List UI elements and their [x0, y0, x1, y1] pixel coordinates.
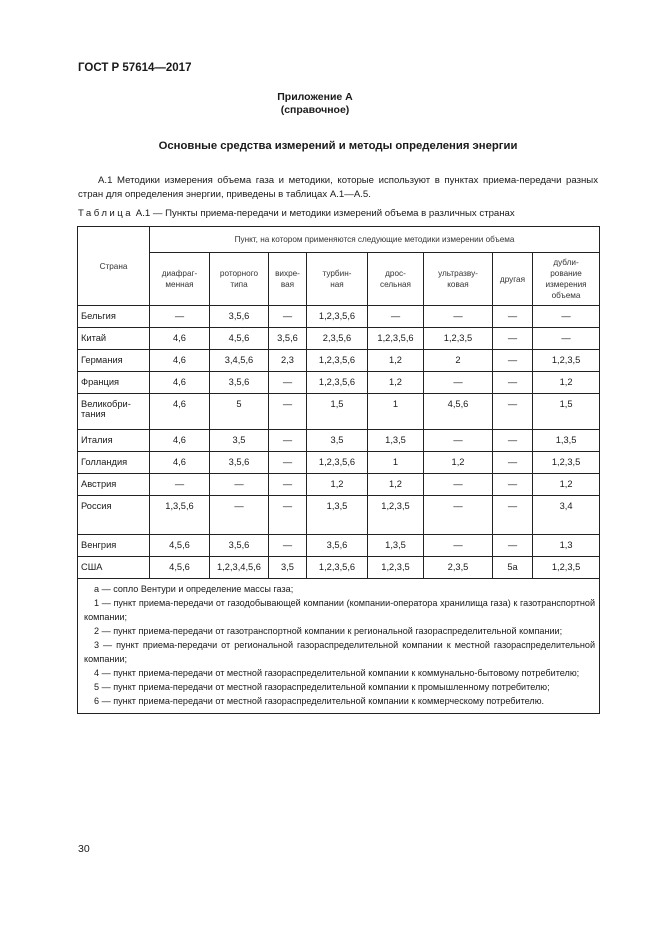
method-column-header: роторного типа [210, 253, 269, 306]
table-row [78, 394, 600, 430]
value-cell: — [269, 372, 307, 394]
value-cell: — [493, 328, 533, 350]
value-cell: 3,5,6 [269, 328, 307, 350]
table-row [78, 474, 600, 496]
country-cell: Австрия [78, 474, 150, 496]
table-caption-text: А.1 — Пункты приема-передачи и методики измерений объема в различных странах [135, 208, 515, 219]
country-cell: Бельгия [78, 306, 150, 328]
country-cell: Италия [78, 430, 150, 452]
value-cell: — [269, 394, 307, 430]
method-column-header: турбин- ная [307, 253, 368, 306]
value-cell: 4,6 [150, 350, 210, 372]
note-line: 6 — пункт приема-передачи от местной газораспределительной компании к коммерческому потребителю. [94, 696, 545, 706]
table-row [78, 328, 600, 350]
method-column-header: дрос- сельная [368, 253, 424, 306]
value-cell: — [210, 474, 269, 496]
value-cell: 1,2,3,5 [368, 496, 424, 535]
appendix-heading [250, 91, 380, 117]
value-cell: 1,2,3,5,6 [307, 372, 368, 394]
page-number: 30 [78, 843, 90, 855]
table-caption [78, 208, 515, 219]
table-row [78, 372, 600, 394]
value-cell: — [493, 535, 533, 557]
intro-paragraph: А.1 Методики измерения объема газа и методики, которые используют в пунктах приема-передачи разных стран для определения энергии, приведены в таблицах А.1—А.5. [78, 175, 598, 200]
value-cell: — [493, 394, 533, 430]
value-cell: 4,5,6 [150, 535, 210, 557]
country-cell: Голландия [78, 452, 150, 474]
value-cell: 3,5,6 [210, 372, 269, 394]
value-cell: 1,2,3,5,6 [307, 452, 368, 474]
value-cell: 4,5,6 [210, 328, 269, 350]
value-cell: — [424, 430, 493, 452]
value-cell: — [424, 496, 493, 535]
value-cell: 1,3,5 [368, 430, 424, 452]
country-cell: Великобри- тания [78, 394, 150, 430]
value-cell: 4,5,6 [150, 557, 210, 579]
country-cell: Франция [78, 372, 150, 394]
methods-group-header: Пункт, на котором применяются следующие методики измерении объема [150, 227, 600, 253]
section-title: Основные средства измерений и методы определения энергии [158, 140, 518, 152]
table-row [78, 350, 600, 372]
value-cell: 4,6 [150, 394, 210, 430]
value-cell: 1,2 [368, 372, 424, 394]
value-cell: 3,5 [307, 430, 368, 452]
value-cell: — [493, 474, 533, 496]
value-cell: 1,5 [533, 394, 600, 430]
value-cell: 4,5,6 [424, 394, 493, 430]
value-cell: 1,2,3,5 [533, 452, 600, 474]
value-cell: 1,5 [307, 394, 368, 430]
value-cell: 1,3,5 [307, 496, 368, 535]
value-cell: 2 [424, 350, 493, 372]
value-cell: — [269, 452, 307, 474]
value-cell: 1,2,3,5,6 [368, 328, 424, 350]
value-cell: 1,2 [368, 350, 424, 372]
table-row [78, 430, 600, 452]
value-cell: 1,3,5 [368, 535, 424, 557]
value-cell: 1,3 [533, 535, 600, 557]
method-column-header: вихре- вая [269, 253, 307, 306]
value-cell: — [269, 474, 307, 496]
value-cell: — [150, 306, 210, 328]
table-row [78, 535, 600, 557]
value-cell: 4,6 [150, 328, 210, 350]
value-cell: — [368, 306, 424, 328]
value-cell: 5 [210, 394, 269, 430]
value-cell: 2,3 [269, 350, 307, 372]
value-cell: — [269, 496, 307, 535]
table-notes [78, 579, 600, 714]
value-cell: 4,6 [150, 452, 210, 474]
value-cell: 3,5,6 [210, 452, 269, 474]
value-cell: — [424, 474, 493, 496]
value-cell: 1,2,3,5,6 [307, 350, 368, 372]
value-cell: 1,2,3,5 [533, 350, 600, 372]
value-cell: — [533, 328, 600, 350]
value-cell: — [424, 306, 493, 328]
note-line: а — сопло Вентури и определение массы газа; [94, 584, 294, 594]
value-cell: 1 [368, 394, 424, 430]
method-column-header: диафраг- менная [150, 253, 210, 306]
value-cell: — [269, 306, 307, 328]
value-cell: — [210, 496, 269, 535]
method-column-header: дубли- рование измерения объема [533, 253, 600, 306]
value-cell: 1,2 [424, 452, 493, 474]
table-row [78, 452, 600, 474]
value-cell: 1,2,3,5,6 [307, 557, 368, 579]
value-cell: 4,6 [150, 372, 210, 394]
country-column-header: Страна [78, 227, 150, 306]
value-cell: 3,5,6 [210, 535, 269, 557]
table-row [78, 557, 600, 579]
value-cell: — [424, 372, 493, 394]
table-row [78, 496, 600, 535]
value-cell: 1 [368, 452, 424, 474]
appendix-type: (справочное) [280, 104, 350, 116]
value-cell: — [493, 372, 533, 394]
value-cell: 3,5 [269, 557, 307, 579]
value-cell: 2,3,5 [424, 557, 493, 579]
note-line: 1 — пункт приема-передачи от газодобывающей компании (компании-оператора хранилища газа) к газотранспортной компании; [84, 598, 596, 622]
value-cell: — [493, 430, 533, 452]
value-cell: 1,2 [307, 474, 368, 496]
value-cell: — [493, 306, 533, 328]
value-cell: 1,3,5 [533, 430, 600, 452]
value-cell: 1,2 [368, 474, 424, 496]
note-line: 5 — пункт приема-передачи от местной газораспределительной компании к промышленному потребителю; [94, 682, 550, 692]
table-caption-label: Таблица [78, 208, 134, 219]
value-cell: 3,5 [210, 430, 269, 452]
value-cell: — [424, 535, 493, 557]
value-cell: 1,2,3,5 [424, 328, 493, 350]
value-cell: 5а [493, 557, 533, 579]
method-column-header: другая [493, 253, 533, 306]
value-cell: — [150, 474, 210, 496]
methods-table [77, 226, 600, 714]
country-cell: Китай [78, 328, 150, 350]
value-cell: 1,2,3,5 [368, 557, 424, 579]
table-row [78, 306, 600, 328]
value-cell: 1,2,3,4,5,6 [210, 557, 269, 579]
country-cell: Германия [78, 350, 150, 372]
country-cell: Россия [78, 496, 150, 535]
value-cell: — [269, 535, 307, 557]
value-cell: 2,3,5,6 [307, 328, 368, 350]
value-cell: — [533, 306, 600, 328]
value-cell: — [493, 496, 533, 535]
country-cell: США [78, 557, 150, 579]
value-cell: 1,2 [533, 474, 600, 496]
value-cell: 1,3,5,6 [150, 496, 210, 535]
appendix-label: Приложение А [277, 91, 353, 103]
value-cell: 3,4,5,6 [210, 350, 269, 372]
value-cell: — [493, 350, 533, 372]
note-line: 4 — пункт приема-передачи от местной газораспределительной компании к коммунально-бытовому потребителю; [94, 668, 580, 678]
country-cell: Венгрия [78, 535, 150, 557]
value-cell: 1,2,3,5 [533, 557, 600, 579]
value-cell: — [493, 452, 533, 474]
value-cell: 3,5,6 [307, 535, 368, 557]
value-cell: 3,4 [533, 496, 600, 535]
value-cell: 4,6 [150, 430, 210, 452]
value-cell: 1,2,3,5,6 [307, 306, 368, 328]
value-cell: 3,5,6 [210, 306, 269, 328]
note-line: 2 — пункт приема-передачи от газотранспортной компании к региональной газораспределительной компании; [94, 626, 563, 636]
note-line: 3 — пункт приема-передачи от региональной газораспределительной компании к местной газораспределительной компании; [84, 640, 596, 664]
value-cell: 1,2 [533, 372, 600, 394]
method-column-header: ультразву- ковая [424, 253, 493, 306]
value-cell: — [269, 430, 307, 452]
standard-number: ГОСТ Р 57614—2017 [78, 62, 192, 74]
